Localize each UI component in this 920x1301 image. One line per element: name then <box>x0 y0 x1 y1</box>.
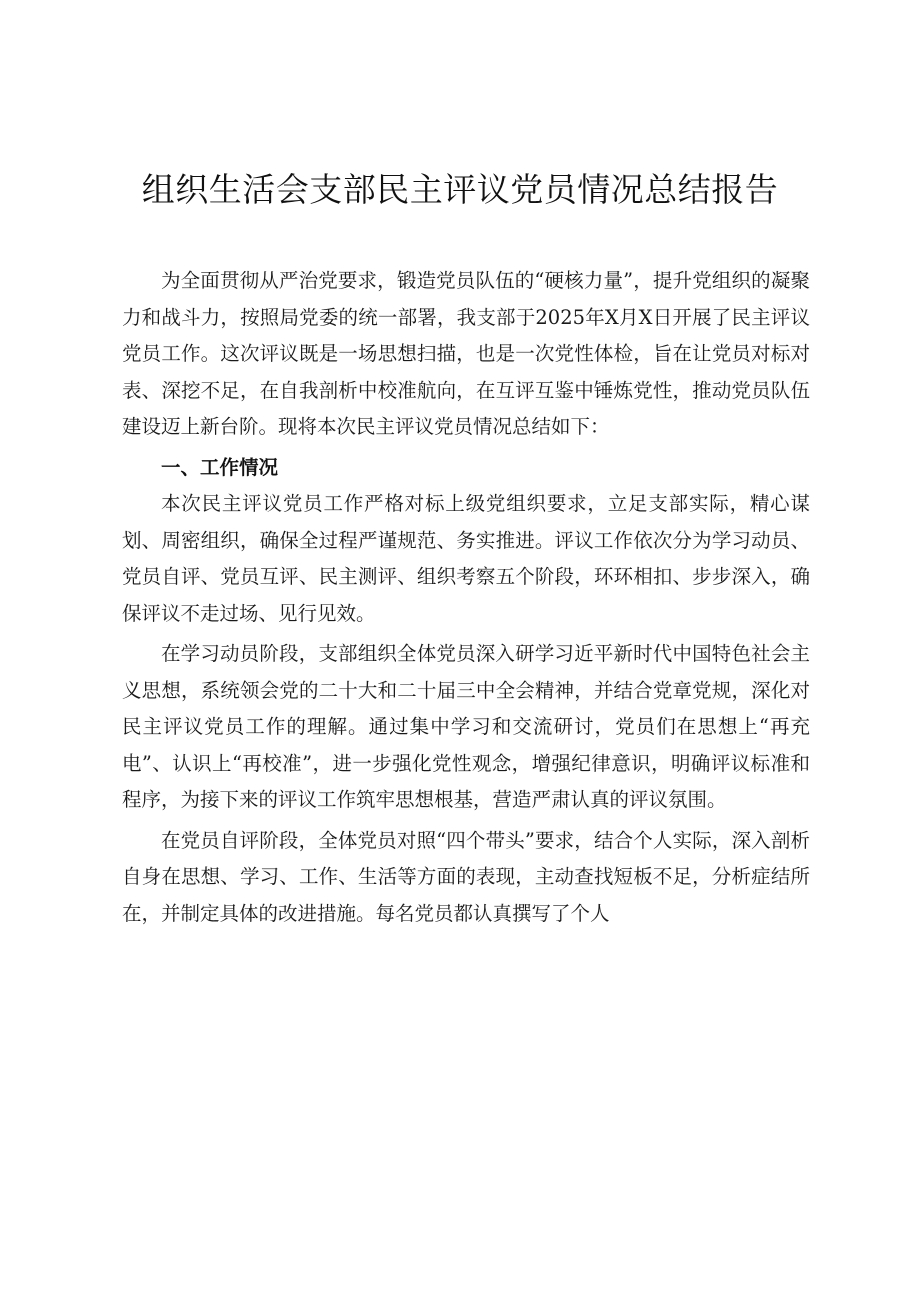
document-body <box>122 263 810 932</box>
work-overview-paragraph: 本次民主评议党员工作严格对标上级党组织要求，立足支部实际，精心谋划、周密组织，确保全过程严谨规范、务实推进。评议工作依次分为学习动员、党员自评、党员互评、民主测评、组织考察五个阶段，环环相扣、步步深入，确保评议不走过场、见行见效。 <box>122 492 810 625</box>
document-title: 组织生活会支部民主评议党员情况总结报告 <box>141 170 779 209</box>
section-heading-work-status: 一、工作情况 <box>161 455 279 479</box>
study-mobilization-paragraph: 在学习动员阶段，支部组织全体党员深入研学习近平新时代中国特色社会主义思想，系统领会党的二十大和二十届三中全会精神，并结合党章党规，深化对民主评议党员工作的理解。通过集中学习和交流研讨，党员们在思想上“再充电”、认识上“再校准”，进一步强化党性观念，增强纪律意识，明确评议标准和程序，为接下来的评议工作筑牢思想根基，营造严肃认真的评议氛围。 <box>122 642 810 811</box>
intro-paragraph: 为全面贯彻从严治党要求，锻造党员队伍的“硬核力量”，提升党组织的凝聚力和战斗力，按照局党委的统一部署，我支部于2025年X月X日开展了民主评议党员工作。这次评议既是一场思想扫描，也是一次党性体检，旨在让党员对标对表、深挖不足，在自我剖析中校准航向，在互评互鉴中锤炼党性，推动党员队伍建设迈上新台阶。现将本次民主评议党员情况总结如下： <box>122 269 810 438</box>
self-evaluation-paragraph: 在党员自评阶段，全体党员对照“四个带头”要求，结合个人实际，深入剖析自身在思想、学习、工作、生活等方面的表现，主动查找短板不足，分析症结所在，并制定具体的改进措施。每名党员都认真撰写了个人 <box>122 828 810 925</box>
